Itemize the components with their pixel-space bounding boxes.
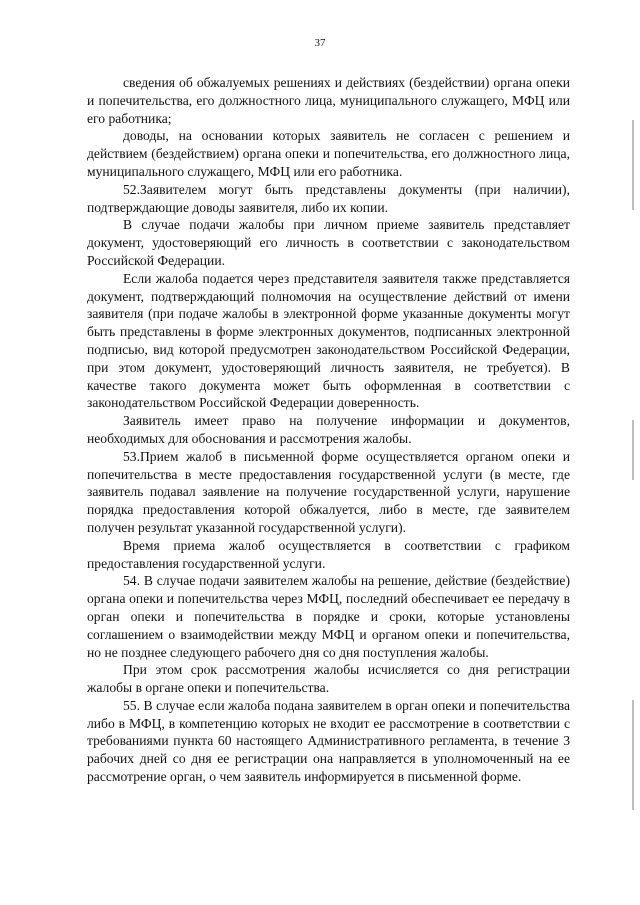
paragraph-53-written-complaints: 53.Прием жалоб в письменной форме осуществляется органом опеки и попечительства в месте предоставления государственной услуги (в месте, где заявитель подавал заявление на получение государственной услуги, нарушение порядка предоставления которой обжалуется, либо в месте, где заявителем получен результат указанной государственной услуги). xyxy=(87,448,570,535)
paragraph-reception-schedule: Время приема жалоб осуществляется в соответствии с графиком предоставления государственной услуги. xyxy=(87,537,570,571)
paragraph-52-documents: 52.Заявителем могут быть представлены документы (при наличии), подтверждающие доводы заявителя, либо их копии. xyxy=(87,181,570,215)
paragraph-arguments: доводы, на основании которых заявитель не согласен с решением и действием (бездействием) органа опеки и попечительства, его должностного лица, муниципального служащего, МФЦ или его работника. xyxy=(87,128,570,179)
paragraph-personal-reception: В случае подачи жалобы при личном приеме заявитель представляет документ, удостоверяющий его личность в соответствии с законодательством Российской Федерации. xyxy=(87,217,570,268)
scan-edge-mark xyxy=(632,420,634,480)
paragraph-55-redirect: 55. В случае если жалоба подана заявителем в орган опеки и попечительства либо в МФЦ, в компетенцию которых не входит ее рассмотрение в соответствии с требованиями пункта 60 настоящего Административного регламента, в течение 3 рабочих дней со дня ее регистрации она направляется в уполномоченный на ее рассмотрение орган, о чем заявитель информируется в письменной форме. xyxy=(87,697,570,785)
paragraph-54-mfc-transfer: 54. В случае подачи заявителем жалобы на решение, действие (бездействие) органа опеки и попечительства через МФЦ, последний обеспечивает ее передачу в орган опеки и попечительства в порядке и сроки, которые установлены соглашением о взаимодействии между МФЦ и органом опеки и попечительства, но не позднее следующего рабочего дня со дня поступления жалобы. xyxy=(87,573,570,660)
paragraph-grounds-info: сведения об обжалуемых решениях и действиях (бездействии) органа опеки и попечительства, его должностного лица, муниципального служащего, МФЦ или его работника; xyxy=(87,75,570,126)
scan-edge-mark xyxy=(632,700,634,810)
paragraph-review-period: При этом срок рассмотрения жалобы исчисляется со дня регистрации жалобы в органе опеки и попечительства. xyxy=(87,662,570,696)
page-number: 37 xyxy=(314,37,326,49)
paragraph-representative: Если жалоба подается через представителя заявителя также представляется документ, подтверждающий полномочия на осуществление действий от имени заявителя (при подаче жалобы в электронной форме указанные документы могут быть представлены в форме электронных документов, подписанных электронной подписью, вид которой предусмотрен законодательством Российской Федерации, при этом документ, удостоверяющий личность заявителя, не требуется). В качестве такого документа может быть оформленная в соответствии с законодательством Российской Федерации доверенность. xyxy=(87,270,570,411)
paragraph-right-to-information: Заявитель имеет право на получение информации и документов, необходимых для обоснования и рассмотрения жалобы. xyxy=(87,413,570,446)
document-body xyxy=(87,74,570,786)
scan-edge-mark xyxy=(632,120,634,210)
